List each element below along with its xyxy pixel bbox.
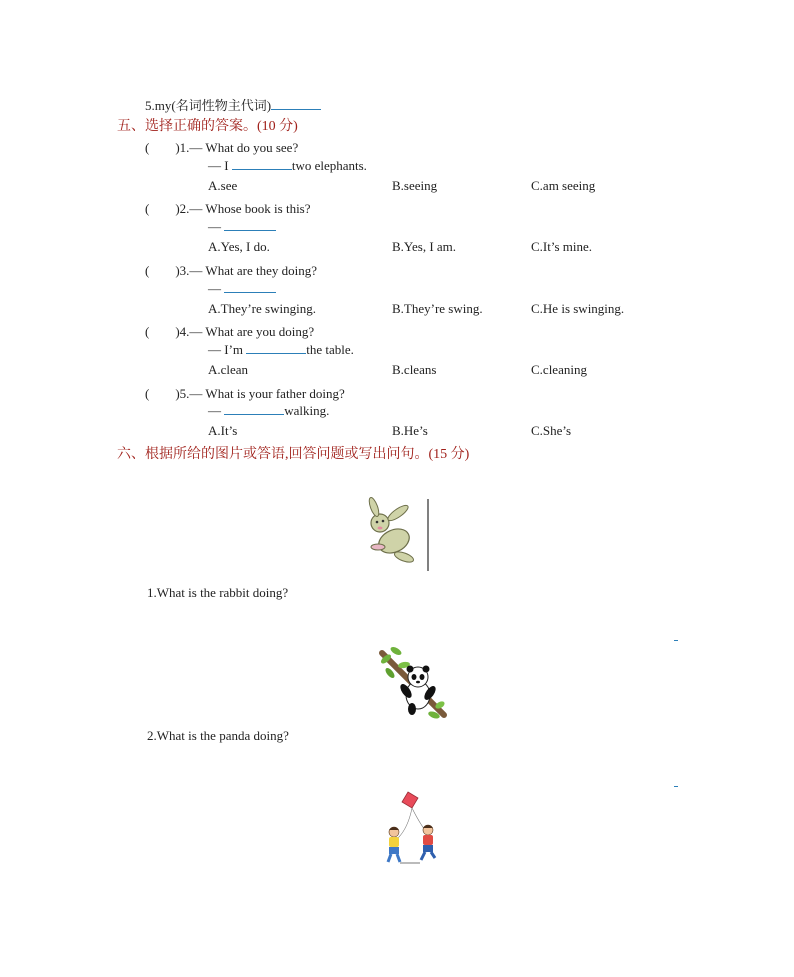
q2-answer-prefix: — bbox=[208, 219, 225, 234]
q1-option-c: C.am seeing bbox=[531, 178, 596, 193]
q5-answer-line bbox=[208, 403, 329, 419]
q4-question: — What are you doing? bbox=[189, 324, 315, 339]
q2-number: 2. bbox=[179, 201, 190, 216]
q3-answer-line bbox=[208, 281, 276, 297]
q1-answer-prefix: — I bbox=[208, 158, 232, 173]
item5-text: 5.my(名词性物主代词) bbox=[145, 98, 272, 113]
q3-answer-paren[interactable]: ( ) bbox=[145, 263, 180, 278]
q2-option-c: C.It’s mine. bbox=[531, 239, 593, 254]
q2-question-line bbox=[145, 198, 311, 217]
q4-option-b: B.cleans bbox=[392, 362, 437, 377]
q4-blank[interactable] bbox=[246, 353, 306, 354]
item5-line bbox=[145, 95, 321, 114]
section5-heading: 五、选择正确的答案。(10 分) bbox=[117, 119, 298, 134]
section6-heading: 六、根据所给的图片或答语,回答问题或写出问句。(15 分) bbox=[117, 447, 470, 462]
q4-answer-line bbox=[208, 342, 354, 358]
q1-answer-paren[interactable]: ( ) bbox=[145, 140, 180, 155]
item5-answer-blank[interactable] bbox=[271, 109, 321, 110]
q1-question-line bbox=[145, 137, 298, 156]
q5-option-a: A.It’s bbox=[208, 423, 238, 438]
panda-climbing-tree-illustration bbox=[378, 645, 448, 723]
q2-answer-line bbox=[208, 219, 276, 235]
q1-number: 1. bbox=[179, 140, 190, 155]
q4-answer-suffix: the table. bbox=[306, 342, 354, 357]
s6-q1-text: 1.What is the rabbit doing? bbox=[147, 585, 289, 600]
q5-question-line bbox=[145, 383, 345, 402]
q5-number: 5. bbox=[179, 386, 190, 401]
q1-blank[interactable] bbox=[232, 169, 292, 170]
q2-answer-paren[interactable]: ( ) bbox=[145, 201, 180, 216]
rabbit-jumping-illustration bbox=[360, 497, 432, 573]
q4-option-a: A.clean bbox=[208, 362, 249, 377]
q5-question: — What is your father doing? bbox=[189, 386, 345, 401]
q5-answer-paren[interactable]: ( ) bbox=[145, 386, 180, 401]
q4-answer-prefix: — I’m bbox=[208, 342, 247, 357]
kids-flying-kite-illustration bbox=[378, 788, 446, 868]
q4-answer-paren[interactable]: ( ) bbox=[145, 324, 180, 339]
q3-question-line bbox=[145, 260, 317, 279]
q5-answer-prefix: — bbox=[208, 403, 225, 418]
q2-option-a: A.Yes, I do. bbox=[208, 239, 270, 254]
q1-option-b: B.seeing bbox=[392, 178, 438, 193]
q2-question: — Whose book is this? bbox=[189, 201, 311, 216]
q4-number: 4. bbox=[179, 324, 190, 339]
q1-answer-suffix: two elephants. bbox=[291, 158, 367, 173]
q1-question: — What do you see? bbox=[189, 140, 299, 155]
q3-question: — What are they doing? bbox=[189, 263, 317, 278]
q3-number: 3. bbox=[179, 263, 190, 278]
q3-option-b: B.They’re swing. bbox=[392, 301, 483, 316]
q4-question-line bbox=[145, 321, 314, 340]
q1-answer-line bbox=[208, 158, 367, 174]
q5-option-c: C.She’s bbox=[531, 423, 572, 438]
q5-option-b: B.He’s bbox=[392, 423, 428, 438]
q3-answer-prefix: — bbox=[208, 281, 225, 296]
q3-option-c: C.He is swinging. bbox=[531, 301, 625, 316]
q2-option-b: B.Yes, I am. bbox=[392, 239, 457, 254]
q5-blank[interactable] bbox=[224, 414, 284, 415]
s6-q2-answer-mark bbox=[674, 786, 678, 787]
s6-q1-answer-mark bbox=[674, 640, 678, 641]
s6-q2-text: 2.What is the panda doing? bbox=[147, 728, 289, 743]
q1-option-a: A.see bbox=[208, 178, 238, 193]
q3-blank[interactable] bbox=[224, 292, 276, 293]
q2-blank[interactable] bbox=[224, 230, 276, 231]
q4-option-c: C.cleaning bbox=[531, 362, 587, 377]
q5-answer-suffix: walking. bbox=[284, 403, 330, 418]
q3-option-a: A.They’re swinging. bbox=[208, 301, 316, 316]
